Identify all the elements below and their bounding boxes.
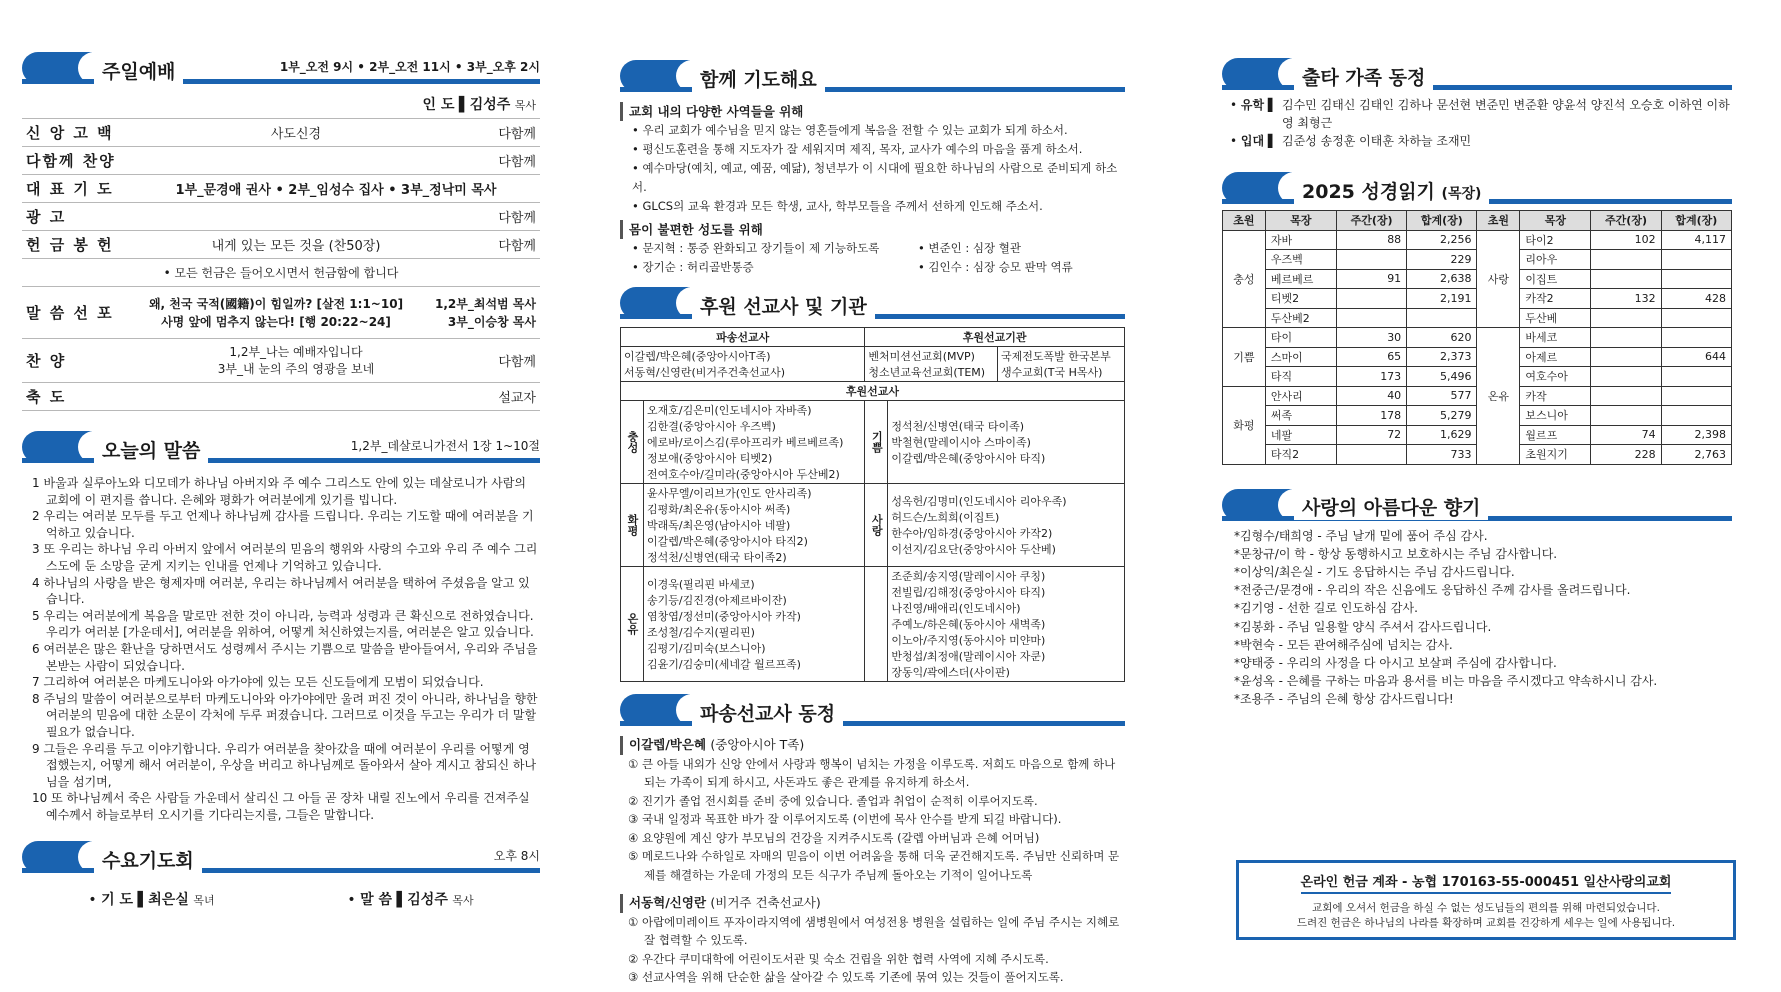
table-header: 목장 <box>1520 211 1591 231</box>
table-cell <box>1591 308 1661 328</box>
table-cell: 229 <box>1407 250 1477 270</box>
blessing-row: 축 도 설교자 <box>22 383 540 411</box>
table-cell: 여호수아 <box>1520 367 1591 387</box>
section-header-family <box>1222 56 1732 96</box>
family-news: • 유학 ▌ 김수민 김태신 김태인 김하나 문선현 변준민 변준환 양윤석 양진석 오승호 이하연 이하영 최형근 • 입대 ▌ 김준성 송정훈 이태훈 차하늘 조재민 <box>1230 98 1730 148</box>
missions-table: 파송선교사 후원선교기관 이갈렙/박은혜(중앙아시아T족) 서동혁/신영란(비거주건축선교사) 벤처미션선교회(MVP) 청소년교육선교회(TEM) 국제전도폭발 한국본부 생수교회(T국 H목사) 후원선교사 충성 오재호/김은미(인도네시아 자바족) 김한결(중앙아시아 우즈벡) 에로바/로이스김(루아프리카 베르베르족) 정보애(중앙아시아 티벳2) 전여호수아/길미라(중앙아시아 두산베2) 기쁨 정석천/신병연(태국 타이족) 박철현(말레이시아 스마이족) 이갈렙/박은혜(중앙아시아 타직) 화평 윤사무엘/이리브가(인도 안사리족) 김평화/최온유(동아시아 써족) 박래독/최은영(남아시아 네팔) 이갈렙/박은혜(중앙아시아 타직2) 정석천/신병연(태국 타이족2) 사랑 성옥헌/김명미(인도네시아 리아우족) 허드슨/노희희(이집트) 한수아/임하경(중앙아시아 카작2) 이선지/김요단(중앙아시아 두산베) 온유 이경욱(필리핀 바세코) 송기등/김진경(아제르바이잔) 염창엽/정선미(중앙아시아 카작) 조성철/김수지(필리핀) 김평기/김미숙(보스니아) 김윤기/김숭미(세네갈 월르프족) 조준희/송지영(말레이시아 쿠칭) 전빌립/김해정(중앙아시아 타직) 나진영/배애리(인도네시아) 주예노/하은혜(동아시아 새벽족) 이노아/주지영(동아시아 미얀마) 반청섭/최정애(말레이시아 자쿤) 장동익/곽에스더(사이판) <box>620 327 1125 682</box>
table-cell: 40 <box>1336 386 1406 406</box>
word-title: 오늘의 말씀 <box>94 436 208 463</box>
table-cell: 두산베2 <box>1265 308 1336 328</box>
table-cell <box>1661 367 1731 387</box>
news-title: 파송선교사 동정 <box>692 699 843 726</box>
table-cell: 4,117 <box>1661 230 1731 250</box>
table-cell: 카작2 <box>1520 289 1591 309</box>
worship-row: 신 앙 고 백 사도신경 다함께 <box>22 119 540 147</box>
table-cell: 자바 <box>1265 230 1336 250</box>
worship-row: 다함께 찬양 다함께 <box>22 147 540 175</box>
bible-title: 2025 성경읽기 (목장) <box>1294 177 1489 204</box>
section-header-bible <box>1222 170 1732 210</box>
table-cell: 아제르 <box>1520 347 1591 367</box>
section-header-prayer <box>620 58 1125 98</box>
wednesday-title: 수요기도회 <box>94 846 202 873</box>
table-header: 초원 <box>1477 211 1520 231</box>
list-item: • 평신도훈련을 통해 지도자가 잘 세워지며 제직, 목자, 교사가 예수의 마음을 품게 하소서. <box>632 142 1083 156</box>
table-cell: 안사리 <box>1265 386 1336 406</box>
table-cell: 타이2 <box>1520 230 1591 250</box>
hymn-row: 찬 양 1,2부_나는 예배자입니다 3부_내 눈의 주의 영광을 보네 다함께 <box>22 339 540 383</box>
table-cell: 577 <box>1407 386 1477 406</box>
table-cell <box>1336 308 1406 328</box>
table-cell <box>1661 328 1731 348</box>
missions-title: 후원 선교사 및 기관 <box>692 292 875 319</box>
table-cell: 173 <box>1336 367 1406 387</box>
table-cell: 5,496 <box>1407 367 1477 387</box>
offering-note: • 모든 헌금은 들어오시면서 헌금함에 합니다 <box>22 259 540 287</box>
table-cell <box>1591 367 1661 387</box>
table-cell <box>1661 386 1731 406</box>
table-cell: 스마이 <box>1265 347 1336 367</box>
table-header: 합계(장) <box>1407 211 1477 231</box>
table-cell: 네팔 <box>1265 425 1336 445</box>
thanks-list: *김형수/태희영 - 주님 날개 밑에 품어 주심 감사. *문창규/이 학 - 항상 동행하시고 보호하시는 주님 감사합니다. *이상익/최은실 - 기도 응답하시는 주님 감사드립니다. *전중근/문경애 - 우리의 작은 신음에도 응답하신 주께 감사를 올려드립니다. *김기영 - 선한 길로 인도하심 감사. *김봉화 - 주님 일용할 양식 주셔서 감사드립니다. *박현숙 - 모든 관여해주심에 넘치는 감사. *양태중 - 우리의 사정을 다 아시고 보살펴 주심에 감사합니다. *윤성옥 - 은혜를 구하는 마음과 용서를 비는 마음을 주시겠다고 약속하시니 감사. *조용주 - 주님의 은혜 항상 감사드립니다! <box>1234 528 1658 707</box>
column-left <box>22 0 540 909</box>
table-header: 주간(장) <box>1336 211 1406 231</box>
table-header: 목장 <box>1265 211 1336 231</box>
table-cell: 30 <box>1336 328 1406 348</box>
table-cell <box>1661 406 1731 426</box>
table-header: 초원 <box>1223 211 1266 231</box>
table-cell: 91 <box>1336 269 1406 289</box>
table-cell: 베르베르 <box>1265 269 1336 289</box>
section-header-fragrance <box>1222 487 1732 527</box>
worship-row: 광 고 다함께 <box>22 203 540 231</box>
table-cell: 428 <box>1661 289 1731 309</box>
column-right <box>1222 0 1732 709</box>
table-cell: 리아우 <box>1520 250 1591 270</box>
table-cell: 88 <box>1336 230 1406 250</box>
table-cell: 2,256 <box>1407 230 1477 250</box>
family-title: 출타 가족 동정 <box>1294 63 1433 90</box>
worship-row: 헌 금 봉 헌 내게 있는 모든 것을 (찬50장) 다함께 <box>22 231 540 259</box>
table-cell: 620 <box>1407 328 1477 348</box>
worship-leader: 인 도 ▌김성주 목사 <box>22 90 540 119</box>
table-cell: 74 <box>1591 425 1661 445</box>
table-cell <box>1591 328 1661 348</box>
section-header-word <box>22 429 540 469</box>
table-cell <box>1336 445 1406 465</box>
prayer-title: 함께 기도해요 <box>692 65 825 92</box>
table-cell <box>1336 250 1406 270</box>
table-row <box>1223 230 1732 250</box>
table-cell: 우즈벡 <box>1265 250 1336 270</box>
table-cell: 타직2 <box>1265 445 1336 465</box>
worship-title: 주일예배 <box>94 57 183 84</box>
table-cell <box>1336 289 1406 309</box>
sermon-row: 말 씀 선 포 왜, 천국 국적(國籍)이 힘일까? [살전 1:1~10] 사명 앞에 멈추지 않는다! [행 20:22~24] 1,2부_최석범 목사 3부_이승창 목사 <box>22 287 540 339</box>
table-cell: 두산베 <box>1520 308 1591 328</box>
scripture-text: 1 바울과 실루아노와 디모데가 하나님 아버지와 주 예수 그리스도 안에 있는 데살로니가 사람의 교회에 이 편지를 씁니다. 은혜와 평화가 여러분에게 있기를 빕니다. 2 우리는 여러분 모두를 두고 언제나 하나님께 감사를 드립니다. 우리는 기도할 때에 여러분을 기억하고 있습니다. 3 또 우리는 하나님 우리 아버지 앞에서 여러분의 믿음의 행위와 사랑의 수고와 우리 주 예수 그리스도에 둔 소망을 굳게 지키는 인내를 언제나 기억하고 있습니다. 4 하나님의 사랑을 받은 형제자매 여러분, 우리는 하나님께서 여러분을 택하여 주셨음을 알고 있습니다. 5 우리는 여러분에게 복음을 말로만 전한 것이 아니라, 능력과 성령과 큰 확신으로 전하였습니다. 우리가 여러분 [가운데서], 여러분을 위하여, 어떻게 처신하였는지를, 여러분은 알고 있습니다. 6 여러분은 많은 환난을 당하면서도 성령께서 주시는 기쁨으로 말씀을 받아들여서, 우리와 주님을 본받는 사람이 되었습니다. 7 그리하여 여러분은 마케도니아와 아가야에 있는 모든 신도들에게 모범이 되었습니다. 8 주님의 말씀이 여러분으로부터 마케도니아와 아가야에만 울려 퍼진 것이 아니라, 하나님을 향한 여러분의 믿음에 대한 소문이 각처에 두루 퍼졌습니다. 그러므로 이것을 두고는 우리가 더 말할 필요가 없습니다. 9 그들은 우리를 두고 이야기합니다. 우리가 여러분을 찾아갔을 때에 여러분이 우리를 어떻게 영접했는지, 어떻게 해서 여러분이, 우상을 버리고 하나님께로 돌아와서 살아 계시고 참되신 하나님을 섬기며, 10 또 하나님께서 죽은 사람들 가운데서 살리신 그 아들 곧 장차 내릴 진노에서 우리를 건져주실 예수께서 하늘로부터 오시기를 기다리는지를, 그들은 말합니다. <box>32 476 538 822</box>
table-cell: 228 <box>1591 445 1661 465</box>
table-cell: 써족 <box>1265 406 1336 426</box>
wednesday-time: 오후 8시 <box>488 847 540 864</box>
table-cell: 72 <box>1336 425 1406 445</box>
group-cell: 충성 <box>1223 230 1266 328</box>
wednesday-info: • 기 도 ▌최은실 목녀 • 말 씀 ▌김성주 목사 <box>88 892 474 909</box>
table-header: 합계(장) <box>1661 211 1731 231</box>
table-cell <box>1661 269 1731 289</box>
section-header-wednesday <box>22 839 540 879</box>
worship-row: 대 표 기 도 1부_문경애 권사 • 2부_임성수 집사 • 3부_정낙미 목사 <box>22 175 540 203</box>
table-cell: 바세코 <box>1520 328 1591 348</box>
table-cell: 카작 <box>1520 386 1591 406</box>
table-cell <box>1661 308 1731 328</box>
column-middle <box>620 0 1125 987</box>
table-cell: 타직 <box>1265 367 1336 387</box>
section-header-worship <box>22 50 540 90</box>
prayer-list: 교회 내의 다양한 사역들을 위해 • 우리 교회가 예수님을 믿지 않는 영혼들에게 복음을 전할 수 있는 교회가 되게 하소서. • 평신도훈련을 통해 지도자가 잘 세워지며 제직, 목자, 교사가 예수의 마음을 품게 하소서. • 예수마당(예치, 예교, 예꿈, 예닮), 청년부가 이 시대에 필요한 하나님의 사람으로 준비되게 하소서. • GLCS의 교육 환경과 모든 학생, 교사, 학부모들을 주께서 선하게 인도해 주소서. 몸이 불편한 성도를 위해 • 문지혁 : 통증 완화되고 장기들이 제 기능하도록 • 변준인 : 심장 혈관 • 장기순 : 허리골반통증 • 김인수 : 심장 승모 판막 역류 <box>620 102 1125 277</box>
bible-reading-table <box>1222 210 1732 465</box>
missionary-news: 이갈렙/박은혜 (중앙아시아 T족) ① 큰 아들 내외가 신앙 안에서 사랑과 행복이 넘치는 가정을 이루도록. 저희도 마음으로 함께 하나되는 가족이 되게 하시고, 사돈과도 좋은 관계를 유지하게 하소서. ② 진기가 졸업 전시회를 준비 중에 있습니다. 졸업과 취업이 순적히 이루어지도록. ③ 국내 일정과 목표한 바가 잘 이루어지도록 (이번에 목사 안수를 받게 되길 바랍니다). ④ 요양원에 계신 양가 부모님의 건강을 지켜주시도록 (갈렙 아버님과 은혜 어머님) ⑤ 메로드나와 수하일로 자매의 믿음이 이번 어려움을 통해 더욱 굳건해지도록. 주님만 신뢰하며 문제를 해결하는 가운데 가정의 모든 식구가 주님께 돌아오는 기적이 일어나도록 서동혁/신영란 (비거주 건축선교사) ① 아랍에미레이트 푸자이라지역에 샘병원에서 여성전용 병원을 설립하는 일에 주님 주시는 지혜로 잘 협력할 수 있도록. ② 우간다 쿠미대학에 어린이도서관 및 숙소 건립을 위한 협력 사역에 지혜 주시도록. ③ 선교사역을 위해 단순한 삶을 살아갈 수 있도록 기존에 묶여 있는 것들이 풀어지도록. <box>620 736 1125 987</box>
list-item: • 예수마당(예치, 예교, 예꿈, 예닮), 청년부가 이 시대에 필요한 하나님의 사람으로 준비되게 하소서. <box>632 161 1118 194</box>
table-cell: 2,373 <box>1407 347 1477 367</box>
fragrance-title: 사랑의 아름다운 향기 <box>1294 493 1488 520</box>
list-item: • 우리 교회가 예수님을 믿지 않는 영혼들에게 복음을 전할 수 있는 교회가 되게 하소서. <box>632 123 1068 137</box>
table-cell: 5,279 <box>1407 406 1477 426</box>
table-cell: 월르프 <box>1520 425 1591 445</box>
table-cell: 2,638 <box>1407 269 1477 289</box>
table-cell: 65 <box>1336 347 1406 367</box>
list-item: • GLCS의 교육 환경과 모든 학생, 교사, 학부모들을 주께서 선하게 인도해 주소서. <box>632 199 1043 213</box>
word-ref: 1,2부_데살로니가전서 1장 1~10절 <box>345 437 540 454</box>
account-line: 온라인 헌금 계좌 - 농협 170163-55-000451 일산사랑의교회 <box>1301 871 1672 894</box>
table-cell <box>1591 406 1661 426</box>
online-offering-box: 온라인 헌금 계좌 - 농협 170163-55-000451 일산사랑의교회 교회에 오셔서 헌금을 하실 수 없는 성도님들의 편의를 위해 마련되었습니다. 드려진 헌금은 하나님의 나라를 확장하며 교회를 건강하게 세우는 일에 사용됩니다. <box>1236 860 1736 940</box>
table-cell <box>1407 308 1477 328</box>
group-cell: 기쁨 <box>1223 328 1266 387</box>
table-cell: 초원지기 <box>1520 445 1591 465</box>
table-cell: 이집트 <box>1520 269 1591 289</box>
table-cell <box>1591 250 1661 270</box>
table-cell <box>1591 269 1661 289</box>
table-cell: 178 <box>1336 406 1406 426</box>
table-cell: 733 <box>1407 445 1477 465</box>
table-cell: 102 <box>1591 230 1661 250</box>
table-row <box>1223 328 1732 348</box>
table-cell: 2,763 <box>1661 445 1731 465</box>
section-header-news <box>620 692 1125 732</box>
table-header: 주간(장) <box>1591 211 1661 231</box>
table-cell: 644 <box>1661 347 1731 367</box>
group-cell: 온유 <box>1477 328 1520 465</box>
group-cell: 화평 <box>1223 386 1266 464</box>
table-cell: 보스니아 <box>1520 406 1591 426</box>
worship-order <box>22 119 540 411</box>
section-header-missions <box>620 285 1125 325</box>
table-cell: 132 <box>1591 289 1661 309</box>
table-cell <box>1591 347 1661 367</box>
table-cell <box>1591 386 1661 406</box>
table-cell: 2,191 <box>1407 289 1477 309</box>
table-cell: 2,398 <box>1661 425 1731 445</box>
table-cell: 티벳2 <box>1265 289 1336 309</box>
table-cell: 1,629 <box>1407 425 1477 445</box>
table-cell: 타이 <box>1265 328 1336 348</box>
worship-times: 1부_오전 9시 • 2부_오전 11시 • 3부_오후 2시 <box>274 58 540 75</box>
table-cell <box>1661 250 1731 270</box>
group-cell: 사랑 <box>1477 230 1520 328</box>
